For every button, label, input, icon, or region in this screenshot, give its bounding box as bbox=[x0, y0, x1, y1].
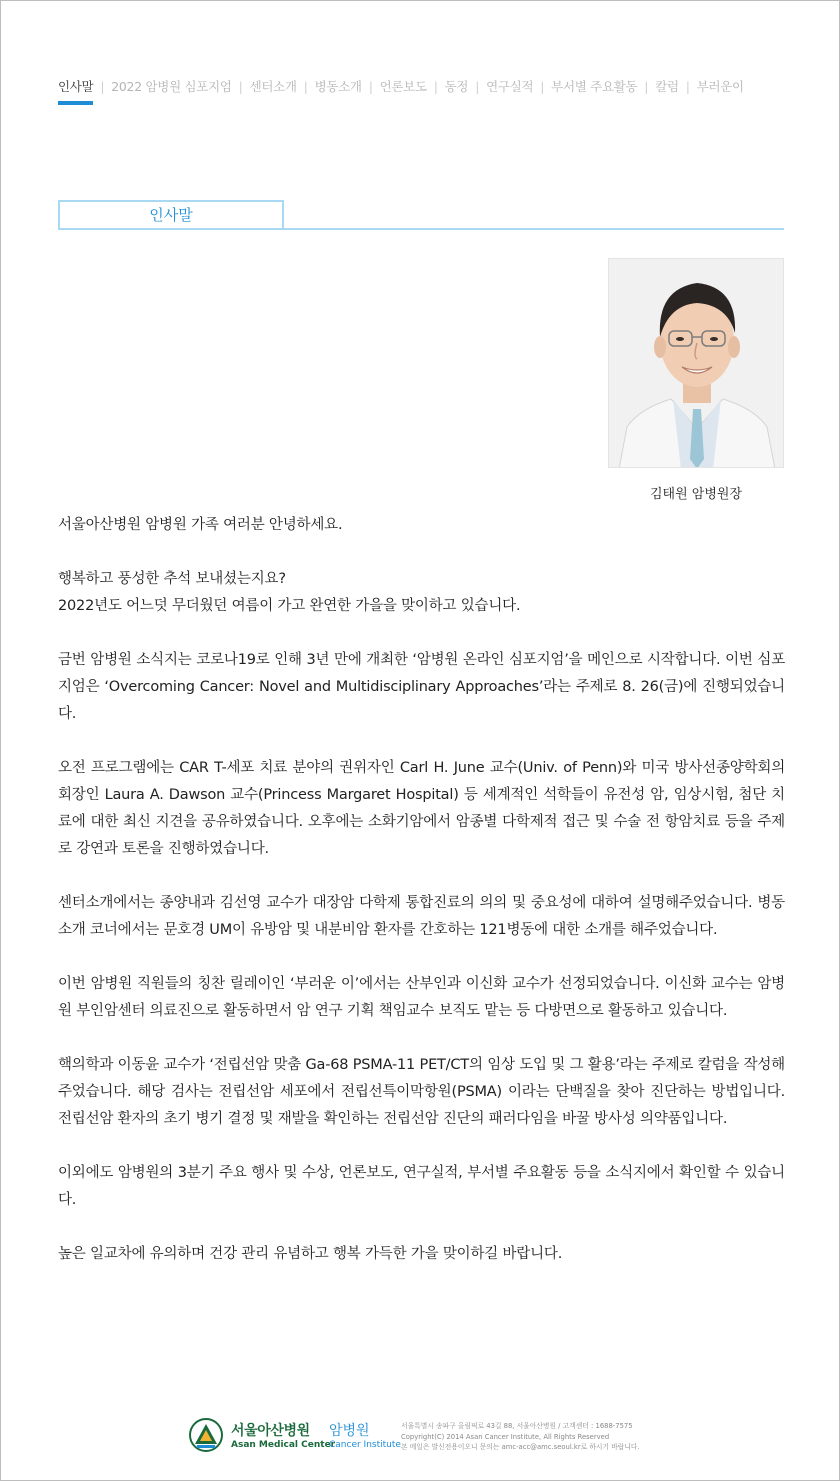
top-nav bbox=[58, 77, 798, 95]
letter-paragraph: 서울아산병원 암병원 가족 여러분 안녕하세요. bbox=[58, 517, 343, 533]
footer-info bbox=[401, 1421, 701, 1453]
portrait-caption: 김태원 암병원장 bbox=[649, 487, 743, 502]
footer-copyright: Copyright(C) 2014 Asan Cancer Institute, All Rights Reserved bbox=[401, 1432, 610, 1441]
letter-paragraph: 행복하고 풍성한 추석 보내셨는지요? 2022년도 어느덧 무더웠던 여름이 가고 완연한 가을을 맞이하고 있습니다. bbox=[58, 571, 521, 614]
nav-item-department[interactable]: 부서별 주요활동 bbox=[551, 79, 638, 94]
footer-notice: 본 메일은 발신전용이오니 문의는 amc-acc@amc.seoul.kr로 하시기 바랍니다. bbox=[401, 1443, 640, 1451]
section-title: 인사말 bbox=[58, 200, 284, 230]
nav-separator: | bbox=[303, 79, 308, 94]
nav-item-envied[interactable]: 부러운이 bbox=[696, 79, 744, 94]
footer-address: 서울특별시 송파구 올림픽로 43길 88, 서울아산병원 / 고객센터 : 1688-7575 bbox=[401, 1422, 633, 1430]
nav-item-news[interactable]: 동정 bbox=[444, 79, 469, 94]
nav-separator: | bbox=[368, 79, 373, 94]
greeting-letter bbox=[58, 512, 785, 1268]
nav-item-symposium[interactable]: 2022 암병원 심포지엄 bbox=[111, 79, 232, 94]
nav-separator: | bbox=[644, 79, 649, 94]
letter-paragraph: 이번 암병원 직원들의 칭찬 릴레이인 ‘부러운 이’에서는 산부인과 이신화 교수가 선정되었습니다. 이신화 교수는 암병원 부인암센터 의료진으로 활동하면서 암 연구 기획 책임교수 보직도 맡는 등 다방면으로 활동하고 있습니다. bbox=[58, 976, 785, 1019]
brand-name-kr: 서울아산병원 bbox=[231, 1423, 310, 1439]
nav-item-greeting[interactable]: 인사말 bbox=[58, 79, 94, 94]
brand-name-en: Asan Medical Center bbox=[231, 1440, 336, 1450]
institute-name-en: Cancer Institute bbox=[329, 1440, 401, 1450]
asan-logo-icon bbox=[188, 1417, 224, 1453]
nav-item-press[interactable]: 언론보도 bbox=[379, 79, 427, 94]
director-portrait bbox=[608, 258, 784, 468]
nav-separator: | bbox=[238, 79, 243, 94]
institute-name-kr: 암병원 bbox=[329, 1423, 370, 1439]
nav-separator: | bbox=[685, 79, 690, 94]
nav-item-center[interactable]: 센터소개 bbox=[249, 79, 297, 94]
nav-separator: | bbox=[475, 79, 480, 94]
portrait-illustration bbox=[609, 259, 784, 468]
letter-paragraph: 오전 프로그램에는 CAR T-세포 치료 분야의 권위자인 Carl H. June 교수(Univ. of Penn)와 미국 방사선종양학회의 회장인 Laura A. Dawson 교수(Princess Margaret Hospital) 등 세계적인 석학들이 유전성 암, 임상시험, 첨단 치료에 대한 최신 지견을 공유하였습니다. 오후에는 소화기암에서 암종별 다학제적 접근 및 수술 전 항암치료 등을 주제로 강연과 토론을 진행하였습니다. bbox=[58, 760, 785, 857]
letter-paragraph: 이외에도 암병원의 3분기 주요 행사 및 수상, 언론보도, 연구실적, 부서별 주요활동 등을 소식지에서 확인할 수 있습니다. bbox=[58, 1165, 785, 1208]
section-divider bbox=[284, 228, 784, 230]
nav-item-research[interactable]: 연구실적 bbox=[486, 79, 534, 94]
nav-separator: | bbox=[100, 79, 105, 94]
letter-paragraph: 높은 일교차에 유의하며 건강 관리 유념하고 행복 가득한 가을 맞이하길 바랍니다. bbox=[58, 1246, 563, 1262]
nav-separator: | bbox=[540, 79, 545, 94]
letter-paragraph: 센터소개에서는 종양내과 김선영 교수가 대장암 다학제 통합진료의 의의 및 중요성에 대하여 설명해주었습니다. 병동소개 코너에서는 문호경 UM이 유방암 및 내분비암 환자를 간호하는 121병동에 대한 소개를 해주었습니다. bbox=[58, 895, 785, 938]
nav-item-column[interactable]: 칼럼 bbox=[655, 79, 679, 94]
nav-item-ward[interactable]: 병동소개 bbox=[314, 79, 362, 94]
nav-separator: | bbox=[433, 79, 438, 94]
letter-paragraph: 핵의학과 이동윤 교수가 ‘전립선암 맞춤 Ga-68 PSMA-11 PET/CT의 임상 도입 및 그 활용’라는 주제로 칼럼을 작성해주었습니다. 해당 검사는 전립선암 세포에서 전립선특이막항원(PSMA) 이라는 단백질을 찾아 진단하는 방법입니다. 전립선암 환자의 초기 병기 결정 및 재발을 확인하는 전립선암 진단의 패러다임을 바꿀 방사성 의약품입니다. bbox=[58, 1057, 785, 1127]
letter-paragraph: 금번 암병원 소식지는 코로나19로 인해 3년 만에 개최한 ‘암병원 온라인 심포지엄’을 메인으로 시작합니다. 이번 심포지엄은 ‘Overcoming Cancer: Novel and Multidisciplinary Approaches’라는 주제로 8. 26(금)에 진행되었습니다. bbox=[58, 652, 785, 722]
